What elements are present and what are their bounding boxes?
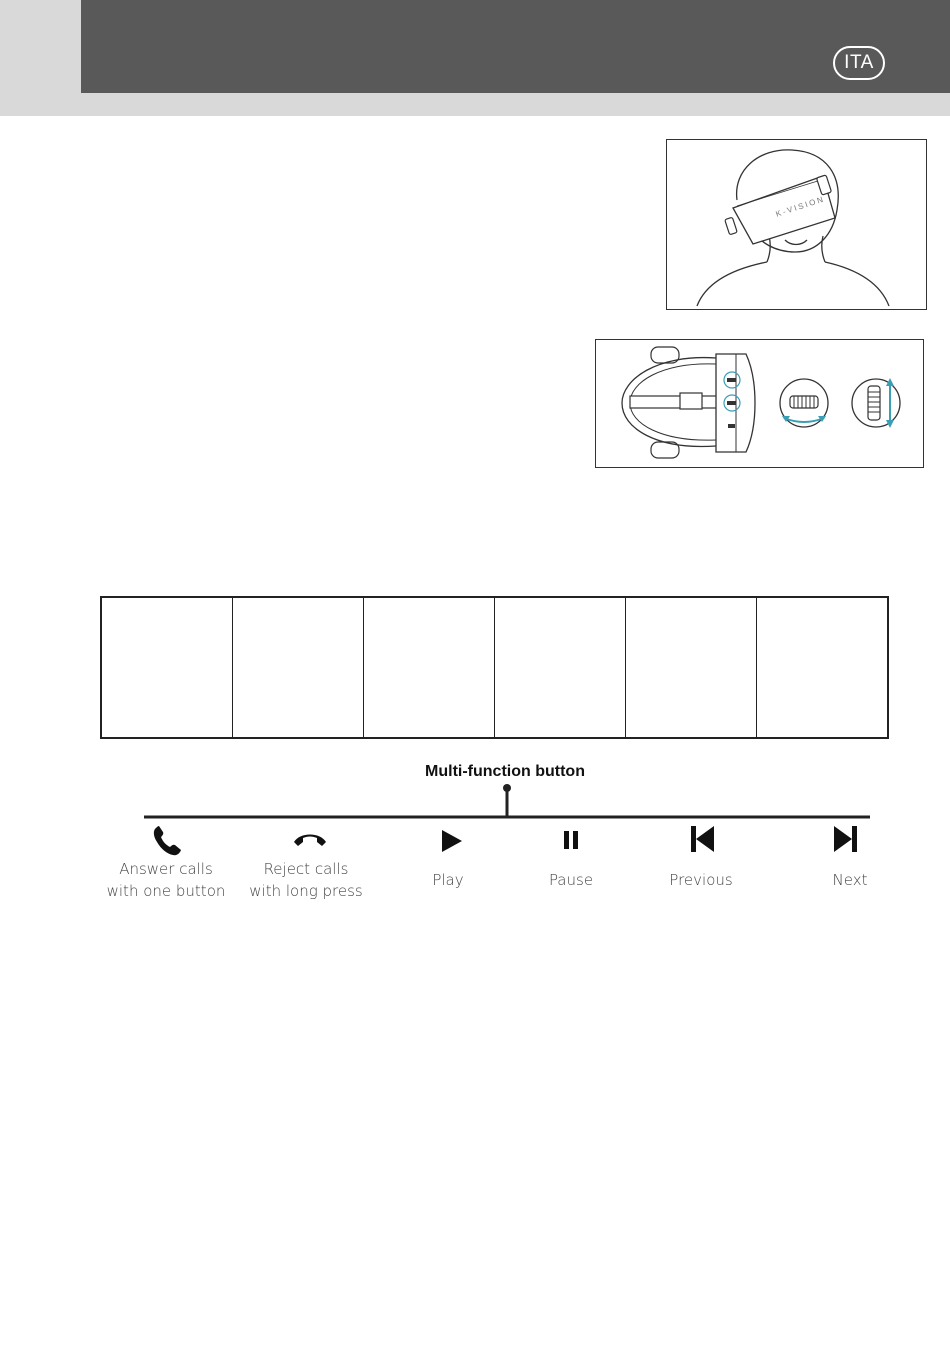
answer-calls-label: Answer calls with one button [106, 860, 226, 900]
table-cell [233, 598, 364, 737]
table-cell [364, 598, 495, 737]
previous-icon [690, 825, 716, 853]
headset-adjustment-illustration [596, 340, 922, 466]
phone-hangup-icon [292, 828, 328, 852]
table-cell [102, 598, 233, 737]
blank-table [100, 596, 889, 739]
language-badge: ITA [833, 46, 885, 80]
next-icon [832, 825, 858, 853]
multifunction-title: Multi-function button [425, 763, 585, 780]
header-bar [81, 0, 950, 93]
table-cell [626, 598, 757, 737]
table-cell [757, 598, 887, 737]
headset-on-user-figure [666, 139, 927, 310]
pause-icon [561, 829, 581, 851]
play-icon [440, 828, 464, 854]
pause-label: Pause [548, 871, 594, 889]
previous-label: Previous [669, 871, 733, 889]
next-label: Next [832, 871, 868, 889]
reject-calls-label: Reject calls with long press [249, 860, 363, 900]
phone-answer-icon [150, 824, 184, 858]
headset-on-user-illustration [667, 140, 925, 308]
table-cell [495, 598, 626, 737]
headset-adjustment-figure [595, 339, 924, 468]
play-label: Play [432, 871, 464, 889]
headset-brand-text: K-VISION [774, 194, 826, 219]
